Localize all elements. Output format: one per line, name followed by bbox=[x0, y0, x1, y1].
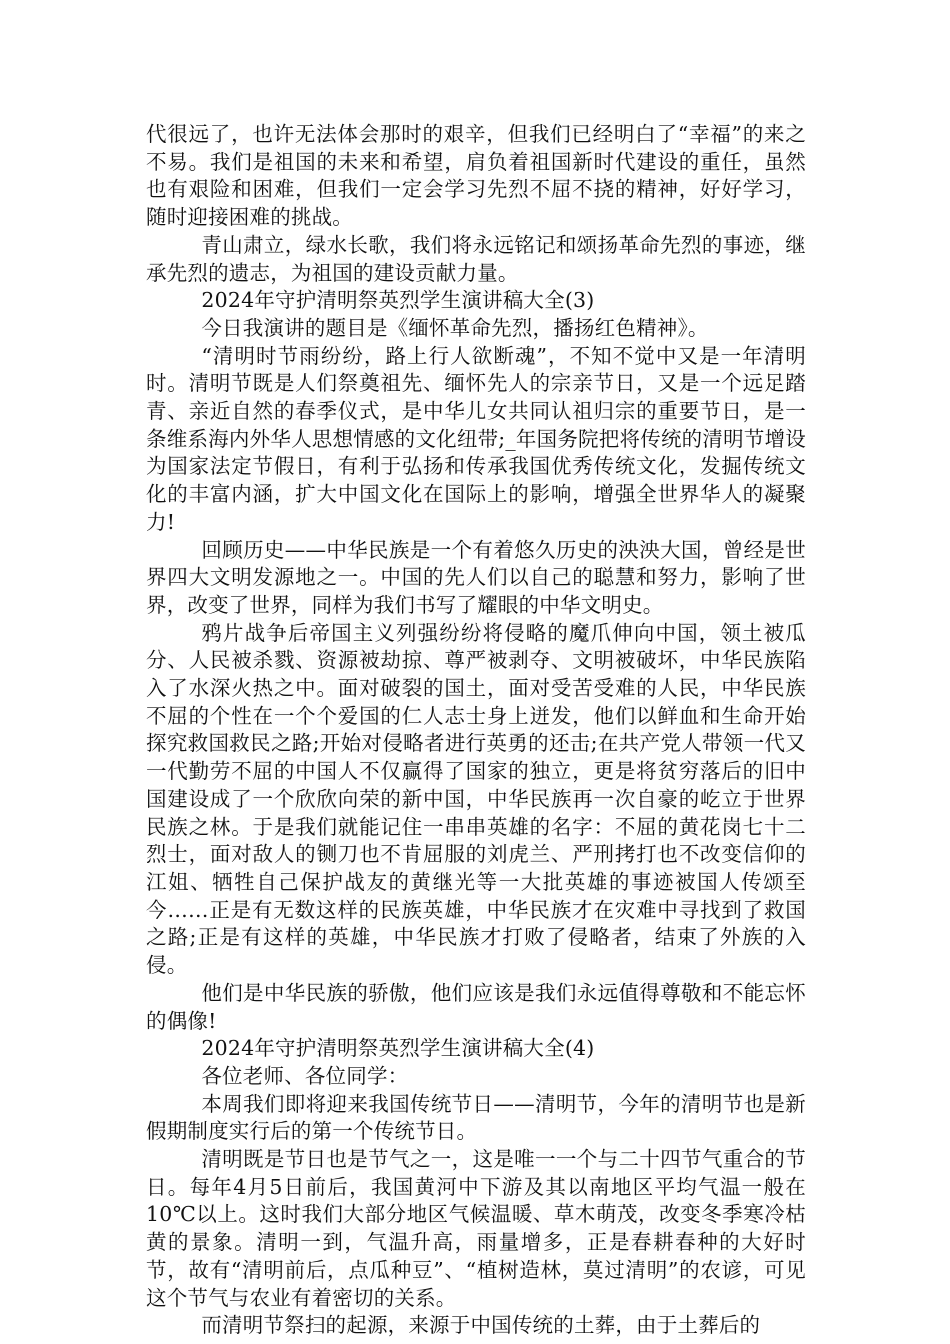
paragraph: 青山肃立，绿水长歌，我们将永远铭记和颂扬革命先烈的事迹，继承先烈的遗志，为祖国的建设贡献力量。 bbox=[146, 232, 806, 285]
section-heading: 2024年守护清明祭英烈学生演讲稿大全(4) bbox=[201, 1036, 595, 1061]
document-body bbox=[146, 121, 806, 1340]
paragraph-continuation: 代很远了，也许无法体会那时的艰辛，但我们已经明白了“幸福”的来之不易。我们是祖国的未来和希望，肩负着祖国新时代建设的重任，虽然也有艰险和困难，但我们一定会学习先烈不屈不挠的精神，好好学习，随时迎接困难的挑战。 bbox=[146, 122, 806, 230]
salutation: 各位老师、各位同学： bbox=[201, 1063, 409, 1088]
paragraph: “清明时节雨纷纷，路上行人欲断魂”，不知不觉中又是一年清明时。清明节既是人们祭奠祖先、缅怀先人的宗亲节日，又是一个远足踏青、亲近自然的春季仪式，是中华儿女共同认祖归宗的重要节日，是一条维系海内外华人思想情感的文化纽带;_年国务院把将传统的清明节增设为国家法定节假日，有利于弘扬和传承我国优秀传统文化，发掘传统文化的丰富内涵，扩大中国文化在国际上的影响，增强全世界华人的凝聚力! bbox=[146, 343, 806, 534]
section-heading: 2024年守护清明祭英烈学生演讲稿大全(3) bbox=[201, 288, 595, 313]
paragraph: 今日我演讲的题目是《缅怀革命先烈，播扬红色精神》。 bbox=[201, 315, 709, 340]
paragraph: 回顾历史——中华民族是一个有着悠久历史的泱泱大国，曾经是世界四大文明发源地之一。中国的先人们以自己的聪慧和努力，影响了世界，改变了世界，同样为我们书写了耀眼的中华文明史。 bbox=[146, 537, 806, 617]
paragraph: 鸦片战争后帝国主义列强纷纷将侵略的魔爪伸向中国，领土被瓜分、人民被杀戮、资源被劫掠、尊严被剥夺、文明被破坏，中华民族陷入了水深火热之中。面对破裂的国土，面对受苦受难的人民，中华民族不屈的个性在一个个爱国的仁人志士身上迸发，他们以鲜血和生命开始探究救国救民之路;开始对侵略者进行英勇的还击;在共产党人带领一代又一代勤劳不屈的中国人不仅赢得了国家的独立，更是将贫穷落后的旧中国建设成了一个欣欣向荣的新中国，中华民族再一次自豪的屹立于世界民族之林。于是我们就能记住一串串英雄的名字：不屈的黄花岗七十二烈士，面对敌人的铡刀也不肯屈服的刘虎兰、严刑拷打也不改变信仰的江姐、牺牲自己保护战友的黄继光等一大批英雄的事迹被国人传颂至今……正是有无数这样的民族英雄，中华民族才在灾难中寻找到了救国之路;正是有这样的英雄，中华民族才打败了侵略者，结束了外族的入侵。 bbox=[146, 620, 806, 978]
paragraph: 本周我们即将迎来我国传统节日——清明节，今年的清明节也是新假期制度实行后的第一个传统节日。 bbox=[146, 1091, 806, 1144]
paragraph: 而清明节祭扫的起源，来源于中国传统的土葬，由于土葬后的 bbox=[201, 1313, 761, 1338]
paragraph: 他们是中华民族的骄傲，他们应该是我们永远值得尊敬和不能忘怀的偶像! bbox=[146, 980, 806, 1033]
paragraph: 清明既是节日也是节气之一，这是唯一一个与二十四节气重合的节日。每年4月5日前后，我国黄河中下游及其以南地区平均气温一般在10℃以上。这时我们大部分地区气候温暖、草木萌茂，改变冬季寒冷枯黄的景象。清明一到，气温升高，雨量增多，正是春耕春种的大好时节，故有“清明前后，点瓜种豆”、“植树造林，莫过清明”的农谚，可见这个节气与农业有着密切的关系。 bbox=[146, 1147, 806, 1310]
